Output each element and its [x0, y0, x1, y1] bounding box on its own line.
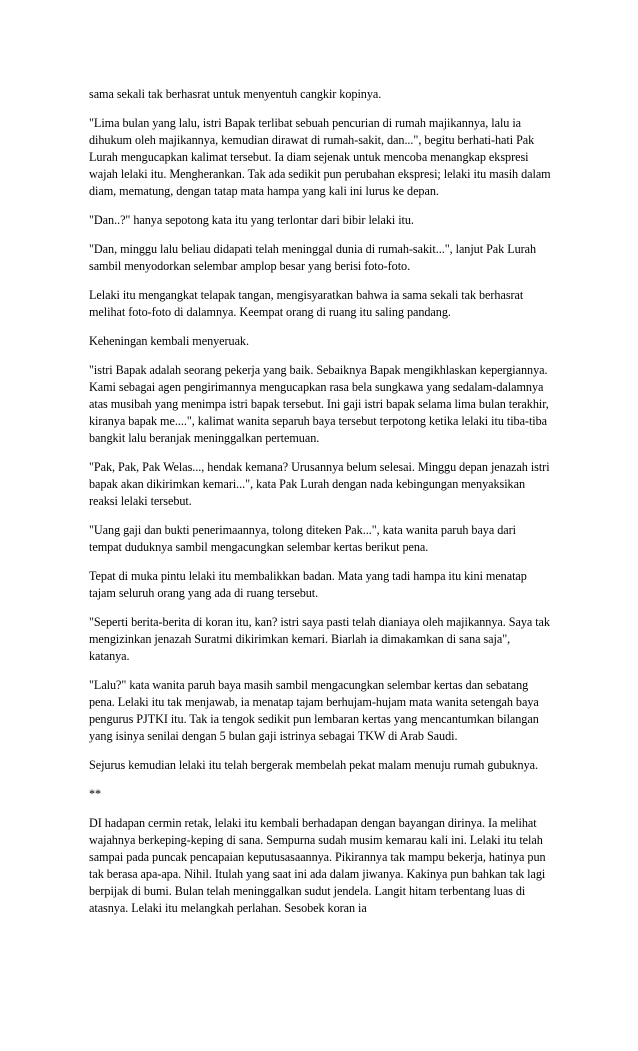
- paragraph-1: sama sekali tak berhasrat untuk menyentuh cangkir kopinya.: [89, 87, 382, 101]
- paragraph-5: Lelaki itu mengangkat telapak tangan, mengisyaratkan bahwa ia sama sekali tak berhasrat melihat foto-foto di dalamnya. Keempat orang di ruang itu saling pandang.: [89, 288, 524, 319]
- paragraph-11: "Seperti berita-berita di koran itu, kan? istri saya pasti telah dianiaya oleh majikannya. Saya tak mengizinkan jenazah Suratmi dikirimkan kemari. Biarlah ia dimakamkan di sana saja", katanya.: [89, 615, 550, 663]
- paragraph-9: "Uang gaji dan bukti penerimaannya, tolong diteken Pak...", kata wanita paruh baya dari tempat duduknya sambil mengacungkan selembar kertas berikut pena.: [89, 523, 516, 554]
- paragraph-3: "Dan..?" hanya sepotong kata itu yang terlontar dari bibir lelaki itu.: [89, 213, 414, 227]
- paragraph-7: "istri Bapak adalah seorang pekerja yang baik. Sebaiknya Bapak mengikhlaskan kepergiannya. Kami sebagai agen pengirimannya mengucapkan rasa bela sungkawa yang sedalam-dalamnya atas musibah yang menimpa istri bapak tersebut. Ini gaji istri bapak selama lima bulan terakhir, kiranya bapak me....", kalimat wanita separuh baya tersebut terpotong ketika lelaki itu tiba-tiba bangkit lalu beranjak meninggalkan pertemuan.: [89, 363, 549, 445]
- section-separator: **: [89, 787, 102, 801]
- paragraph-12: "Lalu?" kata wanita paruh baya masih sambil mengacungkan selembar kertas dan sebatang pena. Lelaki itu tak menjawab, ia menatap tajam berhujam-hujam mata wanita setengah baya pengurus PJTKI itu. Tak ia tengok sedikit pun lembaran kertas yang mencantumkan bilangan yang isinya senilai dengan 5 bulan gaji istrinya sebagai TKW di Arab Saudi.: [89, 678, 539, 743]
- paragraph-8: "Pak, Pak, Pak Welas..., hendak kemana? Urusannya belum selesai. Minggu depan jenazah istri bapak akan dikirimkan kemari...", kata Pak Lurah dengan nada kebingungan menyaksikan reaksi lelaki tersebut.: [89, 460, 550, 508]
- paragraph-10: Tepat di muka pintu lelaki itu membalikkan badan. Mata yang tadi hampa itu kini menatap tajam seluruh orang yang ada di ruang tersebut.: [89, 569, 527, 600]
- paragraph-15: DI hadapan cermin retak, lelaki itu kembali berhadapan dengan bayangan dirinya. Ia melihat wajahnya berkeping-keping di sana. Sempurna sudah musim kemarau kali ini. Lelaki itu telah sampai pada puncak pencapaian keputusasaannya. Pikirannya tak mampu bekerja, hatinya pun tak berasa apa-apa. Nihil. Itulah yang saat ini ada dalam jiwanya. Kakinya pun bahkan tak lagi berpijak di bumi. Bulan telah meninggalkan sudut jendela. Langit hitam terbentang luas di atasnya. Lelaki itu melangkah perlahan. Sesobek koran ia: [89, 816, 546, 915]
- document-page: [89, 86, 551, 929]
- paragraph-13: Sejurus kemudian lelaki itu telah bergerak membelah pekat malam menuju rumah gubuknya.: [89, 758, 538, 772]
- paragraph-2: "Lima bulan yang lalu, istri Bapak terlibat sebuah pencurian di rumah majikannya, lalu ia dihukum oleh majikannya, kemudian dirawat di rumah-sakit, dan...", begitu berhati-hati Pak Lurah mengucapkan kalimat tersebut. Ia diam sejenak untuk mencoba menangkap ekspresi wajah lelaki itu. Mengherankan. Tak ada sedikit pun perubahan ekspresi; lelaki itu masih dalam diam, mematung, dengan tatap mata hampa yang kali ini lurus ke depan.: [89, 116, 551, 198]
- paragraph-6: Keheningan kembali menyeruak.: [89, 334, 249, 348]
- paragraph-4: "Dan, minggu lalu beliau didapati telah meninggal dunia di rumah-sakit...", lanjut Pak Lurah sambil menyodorkan selembar amplop besar yang berisi foto-foto.: [89, 242, 537, 273]
